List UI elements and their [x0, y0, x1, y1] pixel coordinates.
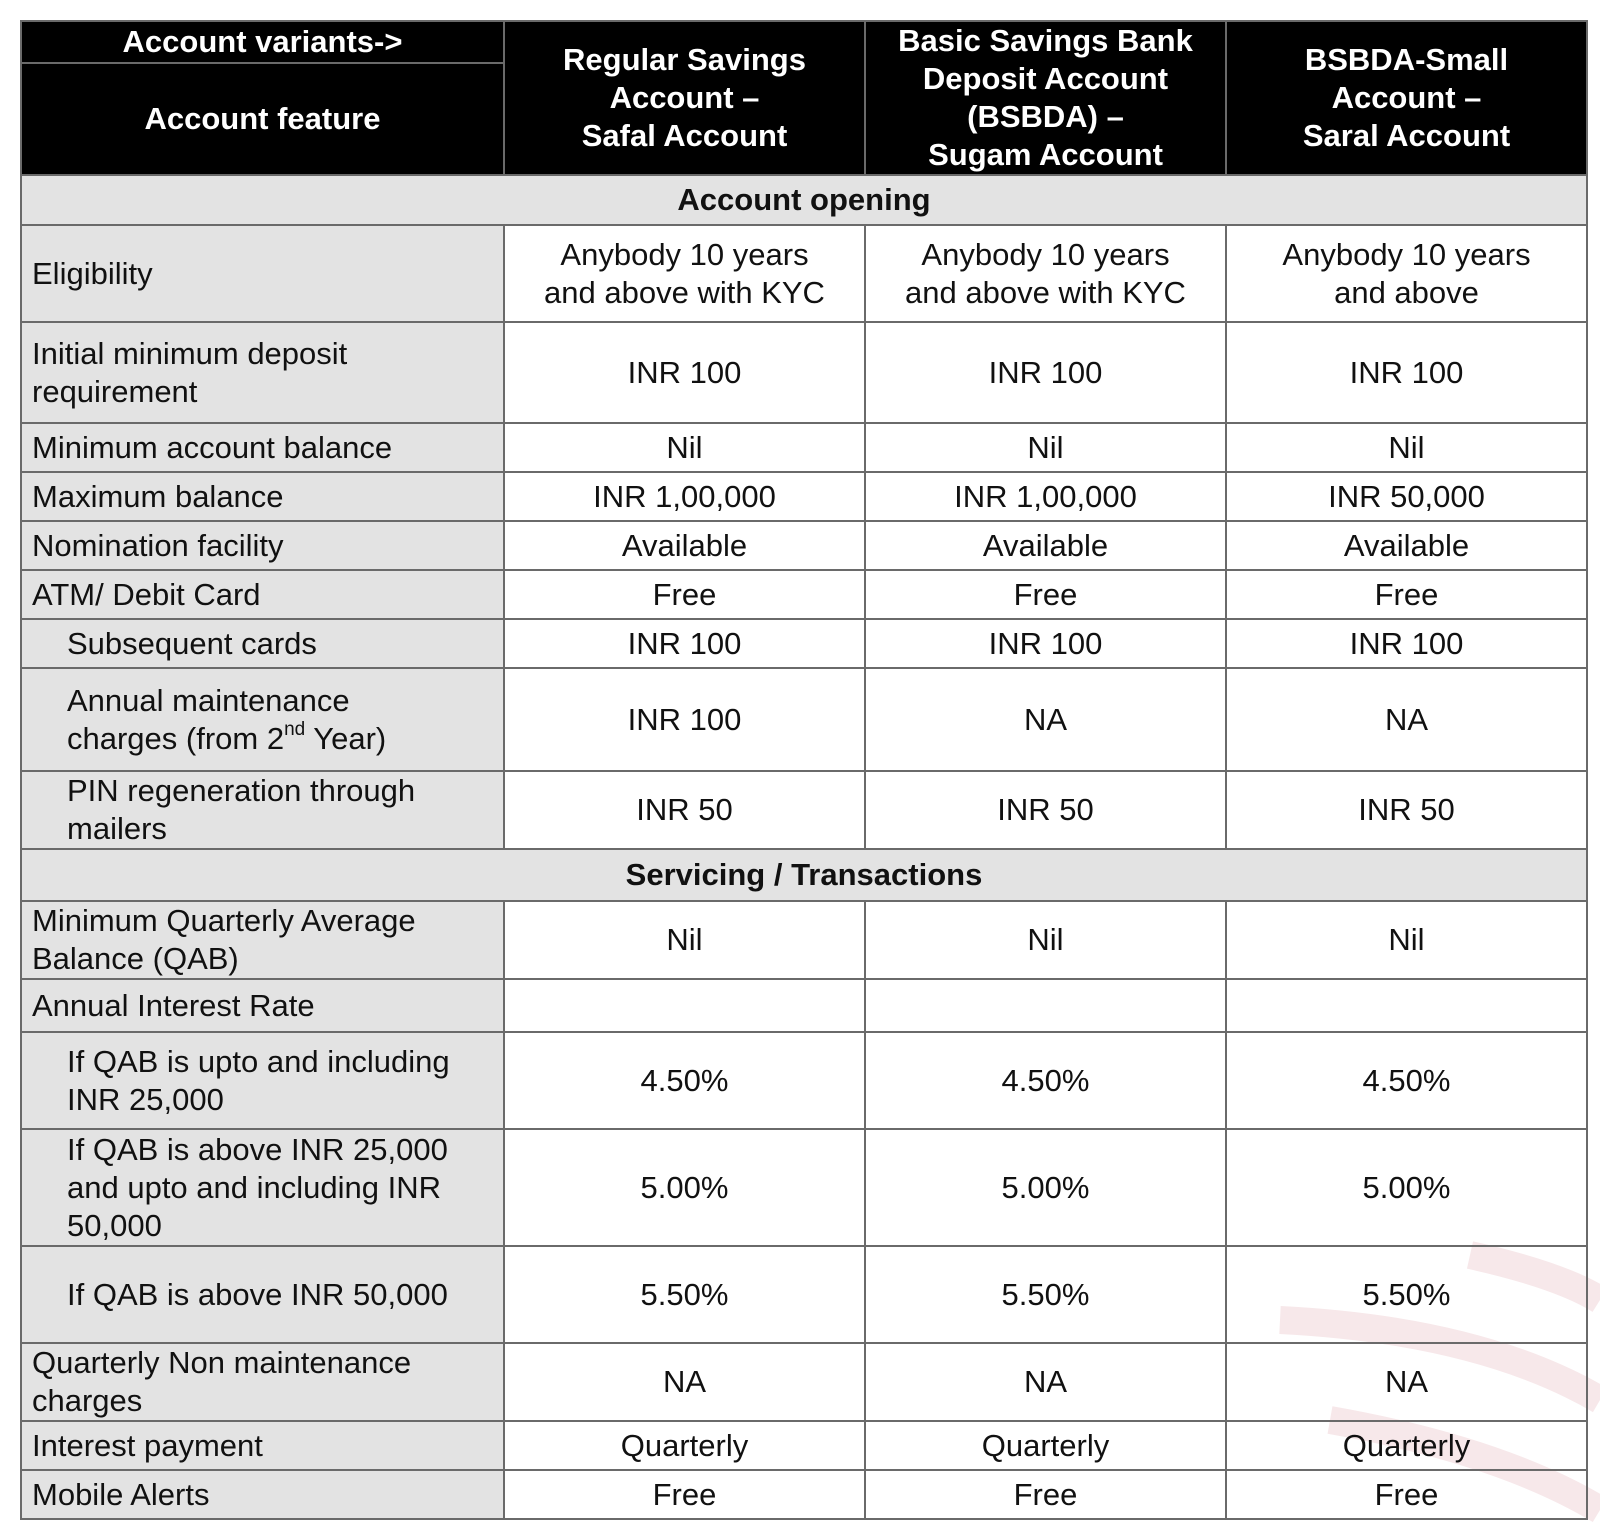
value-cell: Anybody 10 years and above with KYC [504, 225, 865, 322]
value-cell: 4.50% [504, 1032, 865, 1129]
section-row [21, 175, 1587, 225]
value-cell: 5.00% [504, 1129, 865, 1246]
value-cell: Nil [504, 423, 865, 472]
value-cell: 4.50% [865, 1032, 1226, 1129]
feature-subsequent-cards: Subsequent cards [21, 619, 504, 668]
value-cell: NA [865, 1343, 1226, 1421]
column-header-safal: Regular Savings Account – Safal Account [504, 21, 865, 175]
value-cell: INR 50 [865, 771, 1226, 849]
value-cell: INR 100 [504, 322, 865, 423]
table-row [21, 570, 1587, 619]
value-cell: Quarterly [504, 1421, 865, 1470]
value-cell: Free [1226, 1470, 1587, 1519]
feature-qab-above-50k: If QAB is above INR 50,000 [21, 1246, 504, 1343]
table-row [21, 771, 1587, 849]
table-row [21, 1421, 1587, 1470]
value-cell: NA [865, 668, 1226, 771]
table-row [21, 1129, 1587, 1246]
value-cell: INR 50 [1226, 771, 1587, 849]
section-row [21, 849, 1587, 901]
feature-initial-deposit: Initial minimum deposit requirement [21, 322, 504, 423]
account-variants-header: Account variants-> [21, 21, 504, 63]
value-cell: 5.50% [504, 1246, 865, 1343]
value-cell: INR 100 [865, 322, 1226, 423]
feature-interest-payment: Interest payment [21, 1421, 504, 1470]
value-cell: Free [1226, 570, 1587, 619]
value-cell: NA [1226, 668, 1587, 771]
value-cell: 5.50% [1226, 1246, 1587, 1343]
value-cell: NA [1226, 1343, 1587, 1421]
value-cell: INR 100 [1226, 322, 1587, 423]
table-row [21, 472, 1587, 521]
value-cell [504, 979, 865, 1032]
table-row [21, 1032, 1587, 1129]
value-cell: INR 100 [504, 619, 865, 668]
value-cell: INR 50 [504, 771, 865, 849]
table-row [21, 979, 1587, 1032]
feature-pin-regeneration: PIN regeneration through mailers [21, 771, 504, 849]
feature-qab-25k-50k: If QAB is above INR 25,000 and upto and including INR 50,000 [21, 1129, 504, 1246]
value-cell: 5.00% [865, 1129, 1226, 1246]
table-row [21, 901, 1587, 979]
table-row [21, 1246, 1587, 1343]
value-cell: INR 100 [504, 668, 865, 771]
value-cell: Anybody 10 years and above with KYC [865, 225, 1226, 322]
feature-min-qab: Minimum Quarterly Average Balance (QAB) [21, 901, 504, 979]
value-cell: Free [504, 1470, 865, 1519]
table-row [21, 619, 1587, 668]
value-cell: INR 50,000 [1226, 472, 1587, 521]
feature-annual-maintenance: Annual maintenance charges (from 2nd Year) [21, 668, 504, 771]
table-row [21, 521, 1587, 570]
value-cell [865, 979, 1226, 1032]
table-row [21, 668, 1587, 771]
value-cell: INR 100 [1226, 619, 1587, 668]
value-cell: Anybody 10 years and above [1226, 225, 1587, 322]
value-cell: 5.50% [865, 1246, 1226, 1343]
section-servicing: Servicing / Transactions [21, 849, 1587, 901]
header-row [21, 21, 1587, 63]
feature-non-maintenance: Quarterly Non maintenance charges [21, 1343, 504, 1421]
value-cell [1226, 979, 1587, 1032]
value-cell: Available [504, 521, 865, 570]
account-comparison-table [20, 20, 1588, 1520]
value-cell: Nil [1226, 423, 1587, 472]
table-row [21, 225, 1587, 322]
value-cell: Available [1226, 521, 1587, 570]
value-cell: Quarterly [865, 1421, 1226, 1470]
table-row [21, 1343, 1587, 1421]
value-cell: INR 1,00,000 [865, 472, 1226, 521]
feature-atm-card: ATM/ Debit Card [21, 570, 504, 619]
value-cell: NA [504, 1343, 865, 1421]
account-feature-header: Account feature [21, 63, 504, 175]
value-cell: Quarterly [1226, 1421, 1587, 1470]
feature-qab-upto-25k: If QAB is upto and including INR 25,000 [21, 1032, 504, 1129]
value-cell: 5.00% [1226, 1129, 1587, 1246]
table-row [21, 1470, 1587, 1519]
column-header-saral: BSBDA-Small Account – Saral Account [1226, 21, 1587, 175]
value-cell: 4.50% [1226, 1032, 1587, 1129]
feature-max-balance: Maximum balance [21, 472, 504, 521]
value-cell: Free [865, 1470, 1226, 1519]
column-header-sugam: Basic Savings Bank Deposit Account (BSBDA) – Sugam Account [865, 21, 1226, 175]
value-cell: Nil [504, 901, 865, 979]
value-cell: Free [865, 570, 1226, 619]
table-row [21, 322, 1587, 423]
value-cell: Available [865, 521, 1226, 570]
feature-interest-rate: Annual Interest Rate [21, 979, 504, 1032]
table-row [21, 423, 1587, 472]
feature-min-balance: Minimum account balance [21, 423, 504, 472]
value-cell: Nil [865, 423, 1226, 472]
value-cell: Nil [1226, 901, 1587, 979]
value-cell: Nil [865, 901, 1226, 979]
feature-nomination: Nomination facility [21, 521, 504, 570]
section-account-opening: Account opening [21, 175, 1587, 225]
value-cell: Free [504, 570, 865, 619]
value-cell: INR 1,00,000 [504, 472, 865, 521]
value-cell: INR 100 [865, 619, 1226, 668]
feature-mobile-alerts: Mobile Alerts [21, 1470, 504, 1519]
feature-eligibility: Eligibility [21, 225, 504, 322]
